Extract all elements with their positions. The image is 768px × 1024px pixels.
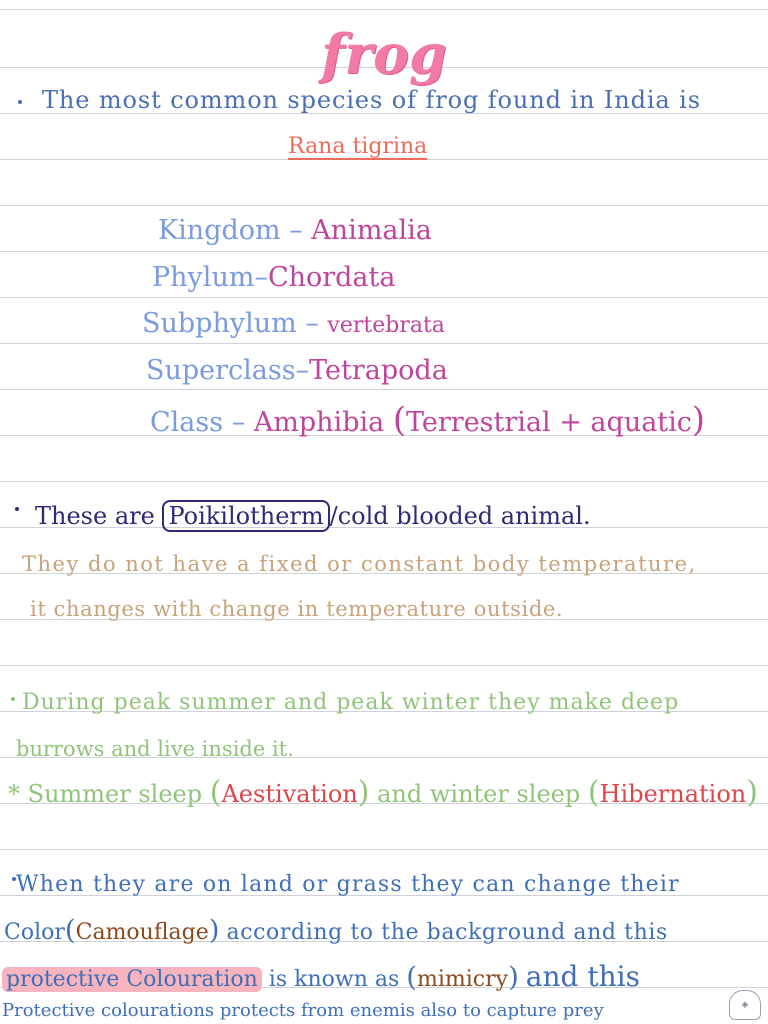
hibernation-term: Hibernation — [599, 780, 747, 808]
page-title: frog — [321, 22, 447, 86]
poikilotherm-bullet — [15, 507, 19, 511]
mimicry-term: mimicry — [417, 967, 509, 992]
poikilotherm-post: /cold blooded animal. — [329, 502, 591, 530]
sleep-line: * Summer sleep (Aestivation) and winter sleep (Hibernation) — [8, 775, 758, 810]
burrows-line-2: burrows and live inside it. — [16, 737, 294, 761]
rank-value: Animalia — [311, 215, 432, 246]
camouflage-line-3: protective Colouration is known as (mimicry) and this — [2, 960, 640, 993]
camouflage-line-2-rest: according to the background and this — [226, 920, 668, 945]
stamp-logo: ◈ — [729, 990, 761, 1020]
camouflage-line-1: When they are on land or grass they can change their — [16, 872, 680, 897]
rank-label: Phylum — [152, 262, 255, 293]
camouflage-line-4: Protective colourations protects from enemis also to capture prey — [2, 1000, 604, 1021]
class-note: Terrestrial + aquatic — [405, 407, 692, 438]
classification-item: Class – Amphibia (Terrestrial + aquatic) — [150, 400, 706, 439]
poikilotherm-desc-1: They do not have a fixed or constant body temperature, — [22, 552, 697, 576]
classification-item: Kingdom – Animalia — [158, 215, 432, 246]
intro-line: The most common species of frog found in India is — [42, 86, 701, 114]
poikilotherm-term: Poikilotherm — [162, 500, 329, 532]
color-word: Color — [4, 920, 65, 945]
intro-bullet — [18, 100, 22, 104]
poikilotherm-desc-2: it changes with change in temperature outside. — [30, 597, 564, 621]
protective-colouration-highlight: protective Colouration — [2, 967, 262, 992]
rank-label: Class — [150, 407, 224, 438]
poikilotherm-pre: These are — [35, 502, 155, 530]
camouflage-line-2: Color(Camouflage) according to the background and this — [4, 914, 668, 946]
rank-value: vertebrata — [327, 313, 445, 338]
poikilotherm-line — [35, 500, 591, 532]
known-as: is known as — [268, 967, 400, 992]
classification-item: Superclass–Tetrapoda — [146, 355, 448, 386]
camouflage-term: Camouflage — [75, 920, 209, 945]
rank-label: Subphylum — [142, 308, 297, 339]
species-name: Rana tigrina — [288, 134, 428, 159]
summer-sleep-label: * Summer sleep — [8, 780, 203, 808]
rank-label: Superclass — [146, 355, 296, 386]
rank-value: Chordata — [267, 262, 396, 293]
and-this: and this — [525, 960, 640, 993]
classification-item: Phylum–Chordata — [152, 262, 396, 293]
rank-value: Tetrapoda — [309, 355, 448, 386]
winter-sleep-label: and winter sleep — [377, 780, 581, 808]
rank-value: Amphibia — [253, 407, 385, 438]
aestivation-term: Aestivation — [221, 780, 358, 808]
classification-item: Subphylum – vertebrata — [142, 308, 445, 339]
rank-label: Kingdom — [158, 215, 281, 246]
burrows-bullet — [11, 697, 15, 701]
burrows-line-1: During peak summer and peak winter they make deep — [22, 690, 680, 715]
